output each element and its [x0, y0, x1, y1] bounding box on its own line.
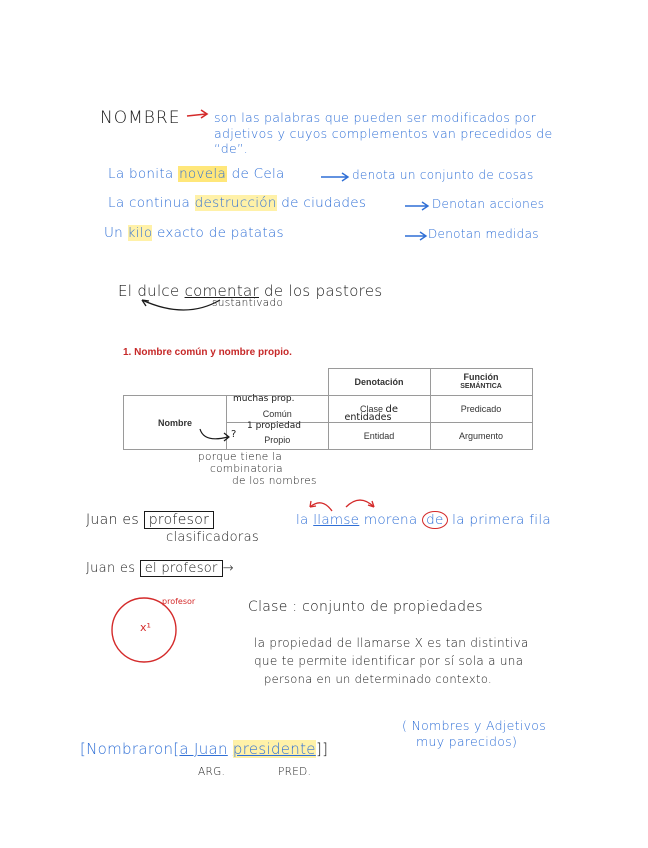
- arrow-right-icon: [404, 231, 428, 241]
- handwritten-note: muchas prop.: [233, 394, 295, 404]
- arrow-right-icon: [404, 201, 430, 211]
- sentence-text: la: [296, 512, 314, 528]
- bracket-text: ]]: [315, 740, 329, 758]
- bracket-text: [Nombraron: [80, 740, 174, 758]
- sentence-text: la primera fila: [447, 512, 551, 528]
- sustantivado-note: sustantivado: [212, 297, 284, 309]
- clase-line: la propiedad de llamarse X es tan distintiva: [254, 636, 529, 650]
- definition-line: son las palabras que pueden ser modificados por: [214, 110, 537, 125]
- circle-element: x¹: [140, 621, 151, 634]
- header-funcion-sub: SEMÁNTICA: [460, 383, 502, 390]
- row-nombre: Nombre: [124, 396, 227, 450]
- example-phrase: [108, 195, 366, 211]
- boxed-word: profesor: [144, 511, 214, 529]
- clase-title: Clase : conjunto de propiedades: [248, 599, 483, 615]
- example-text: La continua: [108, 195, 195, 211]
- example-text: de Cela: [227, 166, 285, 182]
- combinatoria-note: porque tiene la: [198, 451, 283, 463]
- curved-arrow-icon: [198, 427, 237, 445]
- predicate-word: presidente: [232, 740, 316, 758]
- circled-word: de: [422, 511, 447, 529]
- example-text: La bonita: [108, 166, 179, 182]
- sentence-text: Juan es: [86, 561, 136, 576]
- boxed-word: el profesor: [140, 560, 223, 577]
- definition-line: “de”.: [214, 141, 249, 156]
- pred-label: PRED.: [278, 766, 312, 778]
- argument-word: a Juan: [179, 740, 228, 758]
- nombraron-sentence: [80, 740, 328, 758]
- definition-line: adjetivos y cuyos complementos van precedidos de: [214, 126, 553, 141]
- handwritten-note: de: [385, 403, 399, 415]
- adjetivos-note: ( Nombres y Adjetivos: [402, 718, 547, 733]
- sentence-text: Juan es: [86, 512, 139, 528]
- clase-line: persona en un determinado contexto.: [264, 672, 492, 686]
- highlighted-noun: destrucción: [194, 195, 277, 211]
- cell-argumento: Argumento: [430, 423, 532, 450]
- cell-predicado: Predicado: [430, 396, 532, 423]
- question-mark: ?: [231, 429, 237, 440]
- bracket-text: [: [173, 740, 180, 758]
- cell-entidad: Entidad: [328, 423, 430, 450]
- example-note: Denotan acciones: [432, 197, 545, 211]
- example-text: de ciudades: [276, 195, 367, 211]
- header-funcion: [430, 369, 532, 396]
- juan-sentence-1: [86, 512, 214, 528]
- arg-label: ARG.: [198, 766, 226, 778]
- circle-label: profesor: [162, 597, 196, 606]
- example-text: exacto de patatas: [152, 225, 284, 241]
- cell-propio: [227, 423, 329, 450]
- arrow-right-icon: [320, 172, 350, 182]
- cell-text: Común: [262, 409, 292, 419]
- sentence-text: El dulce: [118, 282, 185, 300]
- sentence-text: de los pastores: [258, 282, 383, 300]
- clasificadoras-note: clasificadoras: [166, 530, 259, 545]
- arrow-right-icon: [186, 108, 210, 122]
- arrow-right-icon: →: [222, 561, 234, 576]
- combinatoria-note: de los nombres: [232, 475, 317, 487]
- combinatoria-note: combinatoria: [210, 463, 283, 475]
- cell-clase: [328, 396, 430, 423]
- header-denotacion: Denotación: [328, 369, 430, 396]
- example-note: Denotan medidas: [428, 227, 539, 241]
- clase-line: que te permite identificar por sí sola a una: [254, 654, 524, 668]
- example-note: denota un conjunto de cosas: [352, 168, 534, 182]
- cell-text: Propio: [264, 435, 291, 445]
- example-phrase: [108, 166, 285, 182]
- underlined-word: comentar: [184, 282, 259, 300]
- cell-text: Clase: [359, 403, 383, 414]
- section-title: 1. Nombre común y nombre propio.: [123, 347, 292, 358]
- example-text: Un: [104, 225, 128, 241]
- nombre-title: NOMBRE: [100, 108, 181, 128]
- highlighted-noun: novela: [179, 166, 227, 182]
- underlined-word: llamse: [313, 512, 360, 528]
- header-funcion-label: Función: [463, 372, 499, 382]
- fila-sentence: [296, 512, 551, 528]
- sentence-text: morena: [359, 512, 423, 528]
- handwritten-note: entidades: [344, 412, 392, 423]
- example-phrase: [104, 225, 284, 241]
- highlighted-noun: kilo: [127, 225, 153, 241]
- nombre-table: [123, 368, 533, 450]
- juan-sentence-2: [86, 561, 234, 576]
- cell-comun: [227, 396, 329, 423]
- handwritten-note: 1 propiedad: [247, 421, 301, 431]
- adjetivos-note: muy parecidos): [416, 734, 518, 749]
